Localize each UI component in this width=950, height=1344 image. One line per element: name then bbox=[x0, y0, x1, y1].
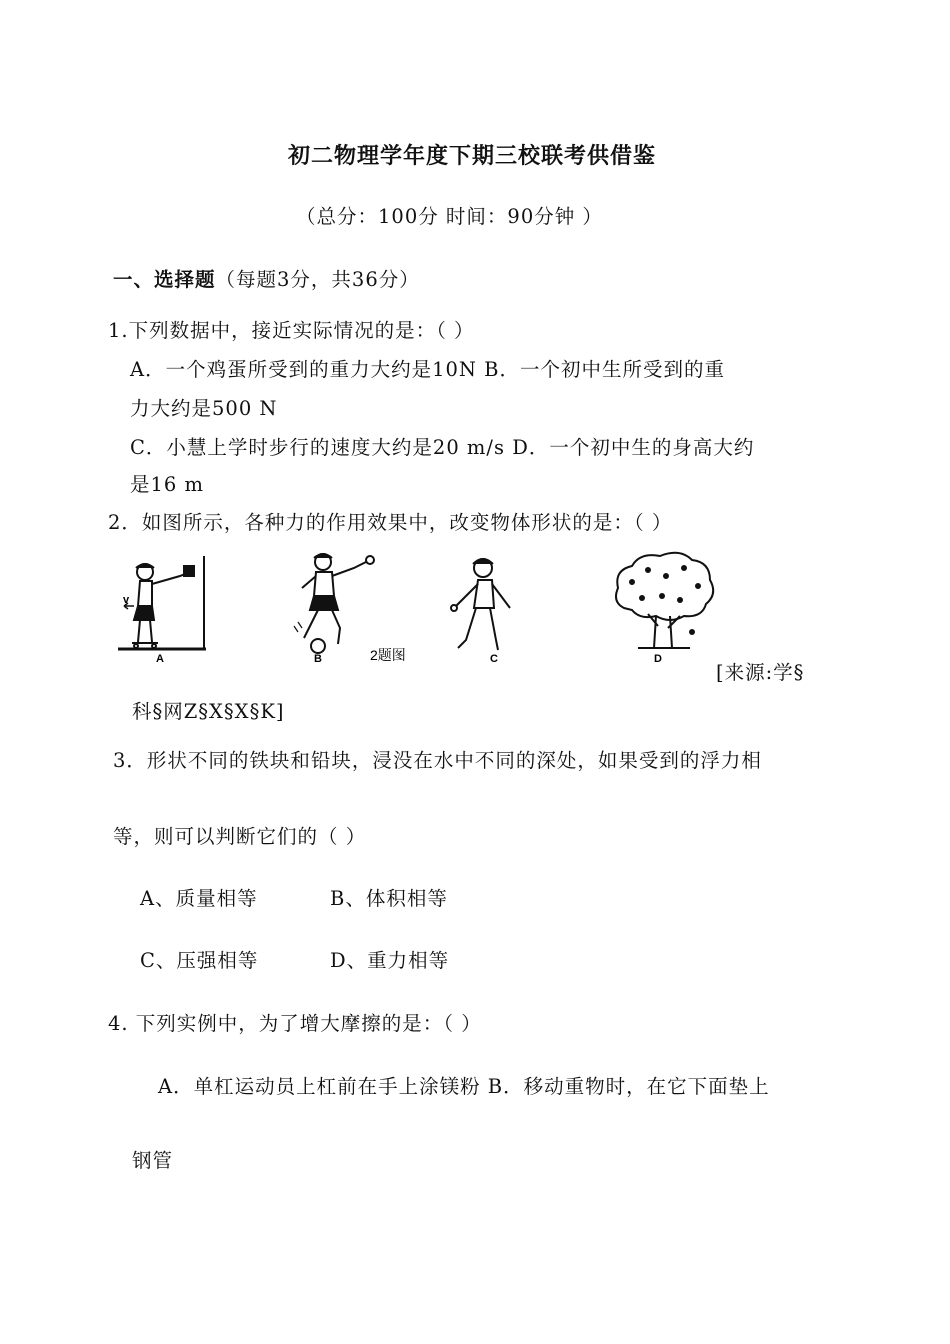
q4-stem: 4. 下列实例中，为了增大摩擦的是：（ ） bbox=[108, 1012, 482, 1035]
section-heading bbox=[113, 264, 420, 292]
q1-options-cd-cont: 是16 m bbox=[130, 473, 205, 496]
page-title: 初二物理学年度下期三校联考供借鉴 bbox=[288, 144, 657, 169]
q1-options-cd: C．小慧上学时步行的速度大约是20 m/s D．一个初中生的身高大约 bbox=[130, 436, 755, 459]
figure-d-apple-tree bbox=[616, 553, 713, 648]
q3-stem-cont: 等，则可以判断它们的（ ） bbox=[113, 825, 367, 848]
figure-a-pushing-wall bbox=[118, 556, 206, 649]
section-title: 一、选择题 bbox=[113, 268, 216, 291]
arrow-label: v bbox=[123, 594, 130, 606]
source-note-2: 科§网Z§X§X§K] bbox=[132, 700, 285, 723]
q3-stem: 3．形状不同的铁块和铅块，浸没在水中不同的深处，如果受到的浮力相 bbox=[113, 749, 762, 772]
q2-stem: 2．如图所示，各种力的作用效果中，改变物体形状的是：（ ） bbox=[108, 511, 673, 534]
figure-label-b: B bbox=[314, 653, 322, 665]
q4-options-ab-cont: 钢管 bbox=[132, 1149, 174, 1172]
figure-caption: 2题图 bbox=[370, 647, 406, 663]
figure-label-c: C bbox=[490, 653, 498, 665]
exam-info: （总分：100分 时间：90分钟 ） bbox=[296, 205, 603, 228]
q1-options-ab-cont: 力大约是500 N bbox=[130, 397, 278, 420]
q3-option-a: A、质量相等 bbox=[140, 887, 258, 910]
q3-option-b: B、体积相等 bbox=[330, 887, 448, 910]
figure-b-kicking-ball bbox=[294, 554, 374, 653]
q2-figure-strip bbox=[118, 548, 718, 668]
q4-options-ab: A．单杠运动员上杠前在手上涂镁粉 B．移动重物时，在它下面垫上 bbox=[158, 1075, 770, 1098]
source-note-1: [来源:学§ bbox=[716, 661, 805, 684]
q3-option-d: D、重力相等 bbox=[330, 949, 450, 972]
q3-option-c: C、压强相等 bbox=[140, 949, 259, 972]
figure-c-throwing bbox=[451, 559, 510, 650]
figure-label-a: A bbox=[156, 653, 164, 665]
q1-stem: 1.下列数据中，接近实际情况的是：（ ） bbox=[108, 319, 475, 342]
q1-options-ab: A．一个鸡蛋所受到的重力大约是10N B．一个初中生所受到的重 bbox=[130, 358, 725, 381]
section-note: （每题3分，共36分） bbox=[215, 268, 420, 291]
figure-label-d: D bbox=[654, 653, 662, 665]
